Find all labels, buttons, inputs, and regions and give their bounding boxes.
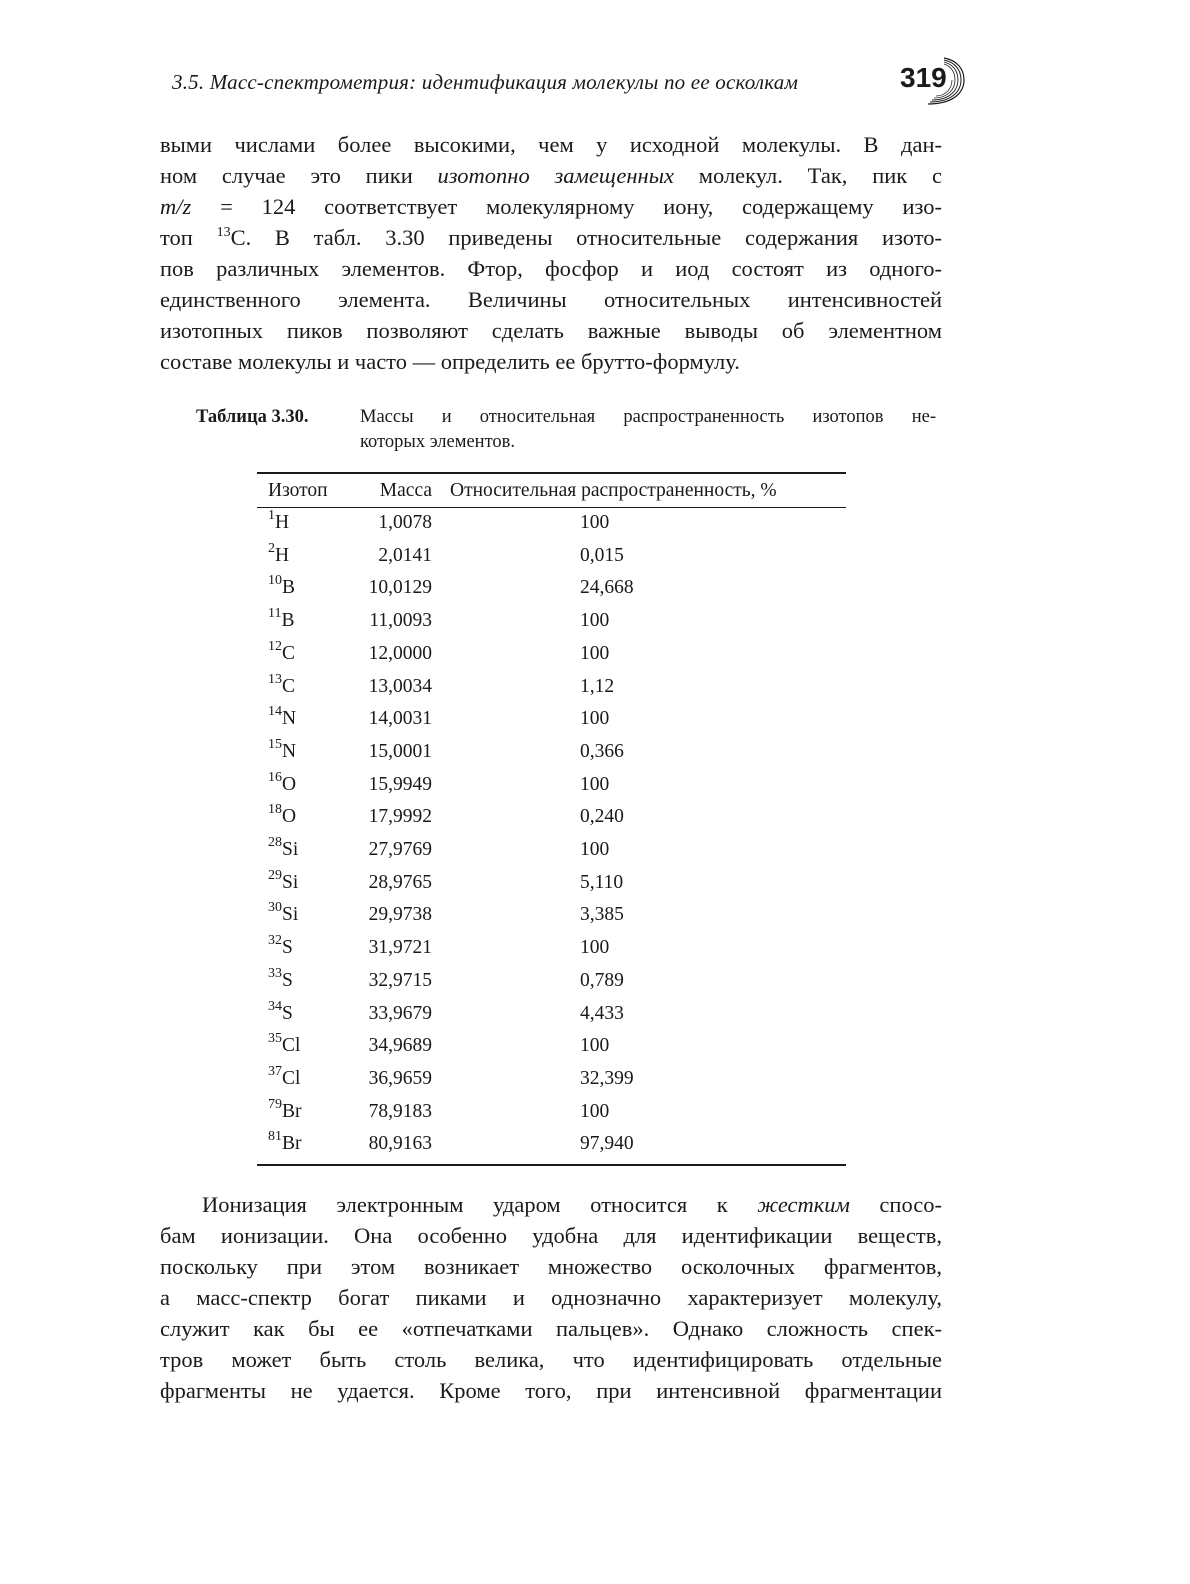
text-line: поскольку при этом возникает множество осколочных фрагментов, [160, 1254, 942, 1279]
cell-isotope [268, 1096, 302, 1123]
cell-element: Si [282, 871, 299, 893]
cell-mass: 80,9163 [368, 1133, 432, 1155]
isotope-superscript: 13 [216, 225, 231, 240]
cell-element: H [275, 544, 290, 566]
cell-mass: 36,9659 [368, 1067, 432, 1089]
text-line: топ $^{13}$C. В табл. 3.30 приведены относительные содержания изото- [160, 225, 943, 250]
cell-mass-number: 16 [268, 769, 282, 785]
cell-mass: 32,9715 [368, 969, 432, 991]
cell-abundance: 100 [580, 773, 610, 795]
cell-mass-number: 13 [268, 671, 282, 687]
cell-abundance: 0,240 [580, 806, 624, 828]
cell-mass: 12,0000 [368, 642, 432, 664]
cell-isotope [268, 900, 299, 926]
cell-element: C [282, 642, 296, 664]
cell-mass: 27,9769 [368, 839, 432, 860]
cell-mass-number: 34 [268, 998, 282, 1014]
text-line: бам ионизации. Она особенно удобна для идентификации веществ, [160, 1223, 942, 1248]
isotope-table [257, 472, 846, 1166]
cell-isotope [268, 1063, 301, 1090]
emphasis: жестким [757, 1192, 850, 1217]
cell-element: C [282, 675, 296, 697]
text-line: выми числами более высокими, чем у исходной молекулы. В дан- [160, 132, 942, 157]
cell-element: O [282, 773, 297, 795]
cell-isotope [268, 1129, 302, 1155]
cell-isotope [268, 508, 290, 534]
cell-mass-number: 33 [268, 965, 282, 981]
cell-element: H [275, 512, 290, 533]
cell-abundance: 100 [580, 1035, 610, 1057]
column-header-mass: Масса [379, 480, 432, 501]
cell-mass: 28,9765 [368, 871, 432, 893]
cell-abundance: 100 [580, 937, 610, 959]
cell-abundance: 0,015 [580, 544, 624, 566]
cell-mass: 1,0078 [378, 512, 432, 533]
cell-abundance: 4,433 [580, 1002, 624, 1024]
math-m-over-z: m/z [160, 194, 192, 219]
cell-isotope [268, 606, 295, 632]
cell-element: Br [282, 1100, 302, 1122]
table-caption-text: Массы и относительная распространенность изотопов не- которых элементов. [360, 407, 936, 452]
cell-mass-number: 14 [268, 704, 282, 720]
cell-abundance: 32,399 [580, 1067, 634, 1089]
cell-mass: 11,0093 [369, 610, 432, 632]
cell-mass-number: 35 [268, 1031, 282, 1047]
table-top-rule [257, 472, 846, 474]
cell-isotope [268, 638, 296, 665]
cell-element: S [282, 969, 293, 991]
cell-isotope [268, 867, 299, 894]
cell-mass: 29,9738 [368, 904, 432, 926]
cell-mass-number: 81 [268, 1129, 282, 1145]
cell-element: O [282, 806, 297, 828]
cell-mass: 33,9679 [368, 1002, 432, 1024]
column-header-isotope: Изотоп [268, 480, 328, 501]
cell-element: S [282, 1002, 293, 1024]
cell-isotope [268, 1031, 301, 1057]
cell-mass: 10,0129 [368, 577, 432, 599]
text-line: изотопных пиков позволяют сделать важные выводы об элементном [160, 318, 942, 343]
cell-element: Cl [282, 1067, 301, 1089]
cell-mass: 13,0034 [368, 675, 432, 697]
cell-mass-number: 28 [268, 835, 282, 850]
cell-element: Cl [282, 1035, 301, 1057]
cell-mass-number: 12 [268, 638, 282, 654]
cell-mass-number: 11 [268, 606, 282, 622]
text-line: ном случае это пики изотопно замещенных молекул. Так, пик с [160, 163, 942, 188]
text-line: Ионизация электронным ударом относится к жестким спосо- [202, 1192, 942, 1217]
cell-abundance: 97,940 [580, 1133, 634, 1155]
cell-isotope [268, 671, 296, 698]
cell-element: S [282, 937, 293, 959]
emphasis: изотопно замещенных [437, 163, 674, 188]
cell-isotope [268, 704, 297, 730]
cell-mass-number: 29 [268, 867, 282, 883]
cell-mass-number: 37 [268, 1063, 282, 1079]
cell-mass: 14,0031 [368, 708, 432, 730]
table-caption-label: Таблица 3.30. [196, 407, 309, 427]
cell-isotope [268, 998, 293, 1025]
text-line: а масс-спектр богат пиками и однозначно характеризует молекулу, [160, 1285, 942, 1310]
cell-abundance: 3,385 [580, 904, 624, 926]
cell-isotope [268, 802, 297, 828]
cell-abundance: 100 [580, 642, 610, 664]
paragraph-isotopes [160, 129, 942, 377]
cell-element: N [282, 708, 297, 730]
cell-abundance: 0,789 [580, 969, 624, 991]
cell-mass: 15,0001 [368, 740, 432, 762]
cell-mass: 2,0141 [378, 544, 432, 566]
table-bottom-rule [257, 1164, 846, 1166]
cell-mass-number: 2 [268, 540, 275, 556]
running-header [172, 62, 972, 108]
cell-abundance: 100 [580, 839, 610, 860]
text-line: служит как бы ее «отпечатками пальцев». Однако сложность спек- [160, 1316, 942, 1341]
cell-mass-number: 15 [268, 736, 282, 752]
column-header-abundance: Относительная распространенность, % [450, 480, 777, 501]
page-number: 319 [900, 62, 947, 93]
cell-abundance: 24,668 [580, 577, 634, 599]
cell-isotope [268, 835, 299, 861]
cell-mass: 15,9949 [368, 773, 432, 795]
text-line: единственного элемента. Величины относительных интенсивностей [160, 287, 942, 312]
cell-element: Br [282, 1133, 302, 1155]
cell-isotope [268, 736, 297, 763]
cell-mass-number: 10 [268, 573, 282, 589]
cell-isotope [268, 933, 293, 959]
text-line: пов различных элементов. Фтор, фосфор и иод состоят из одного- [160, 256, 942, 281]
cell-mass: 31,9721 [368, 937, 432, 959]
cell-mass: 78,9183 [368, 1100, 432, 1122]
cell-isotope [268, 965, 293, 992]
running-title: 3.5. Масс-спектрометрия: идентификация молекулы по ее осколкам [172, 70, 799, 94]
text-line: составе молекулы и часто — определить ее брутто-формулу. [160, 349, 740, 374]
cell-abundance: 100 [580, 1100, 610, 1122]
text-line: тров может быть столь велика, что идентифицировать отдельные [160, 1347, 942, 1372]
cell-element: Si [282, 839, 299, 860]
cell-element: B [281, 610, 295, 632]
cell-mass-number: 79 [268, 1096, 282, 1112]
cell-isotope [268, 573, 296, 599]
cell-mass-number: 32 [268, 933, 282, 949]
cell-abundance: 1,12 [580, 675, 615, 697]
cell-mass-number: 1 [268, 508, 275, 523]
cell-mass: 34,9689 [368, 1035, 432, 1057]
cell-mass-number: 18 [268, 802, 282, 818]
text-line: фрагменты не удается. Кроме того, при интенсивной фрагментации [160, 1378, 942, 1403]
cell-abundance: 0,366 [580, 740, 624, 762]
cell-element: Si [282, 904, 299, 926]
cell-abundance: 100 [580, 708, 610, 730]
cell-abundance: 5,110 [580, 871, 624, 893]
table-header-rule [257, 507, 846, 508]
cell-mass: 17,9992 [368, 806, 432, 828]
text-line: m/z = 124 соответствует молекулярному иону, содержащему изо- [160, 194, 942, 219]
cell-abundance: 100 [580, 512, 610, 533]
cell-isotope [268, 769, 297, 796]
cell-element: N [282, 740, 297, 762]
cell-element: B [282, 577, 296, 599]
cell-abundance: 100 [580, 610, 610, 632]
cell-mass-number: 30 [268, 900, 282, 916]
cell-isotope [268, 540, 290, 567]
paragraph-ionization [160, 1189, 942, 1406]
page-number-swirl-icon [924, 54, 974, 110]
